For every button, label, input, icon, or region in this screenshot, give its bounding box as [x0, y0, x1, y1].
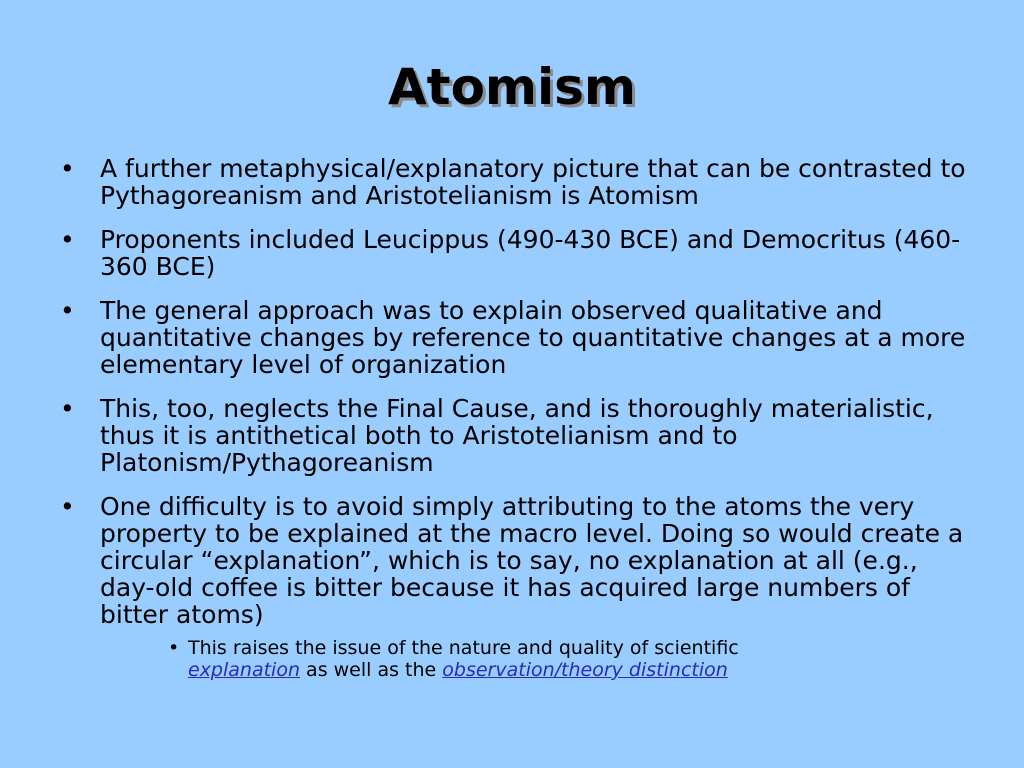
bullet-text: One difficulty is to avoid simply attributing to the atoms the very property to be explained at the macro level. Doing so would create a circular “explanation”, which is to say, no explanation at all (e.g., day-old coffee is bitter because it has acquired large numbers of bitter atoms) — [100, 492, 964, 629]
bullet-item — [60, 493, 980, 628]
sub-bullet-item — [60, 637, 980, 681]
bullet-item — [60, 226, 980, 280]
sub-bullet-text: as well as the — [306, 659, 437, 681]
explanation-link[interactable]: explanation — [188, 659, 300, 681]
bullet-dot: • — [60, 225, 75, 254]
bullet-text: The general approach was to explain observed qualitative and quantitative changes by reference to quantitative changes at a more elementary level of organization — [100, 296, 966, 379]
bullet-dot: • — [60, 492, 75, 521]
bullet-item — [60, 395, 980, 476]
bullet-item — [60, 297, 980, 378]
bullet-dot: • — [60, 394, 75, 423]
bullet-list — [60, 155, 980, 681]
bullet-item — [60, 155, 980, 209]
sub-bullet-text: This raises the issue of the nature and quality of scientific — [188, 637, 739, 659]
sub-bullet-dot: • — [168, 637, 180, 659]
bullet-text: Proponents included Leucippus (490-430 BCE) and Democritus (460-360 BCE) — [100, 225, 961, 281]
bullet-dot: • — [60, 154, 75, 183]
bullet-dot: • — [60, 296, 75, 325]
slide-title: Atomism — [387, 58, 637, 116]
bullet-text: A further metaphysical/explanatory picture that can be contrasted to Pythagoreanism and Aristotelianism is Atomism — [100, 154, 966, 210]
bullet-text: This, too, neglects the Final Cause, and is thoroughly materialistic, thus it is antithetical both to Aristotelianism and to Platonism/Pythagoreanism — [100, 394, 934, 477]
observation-theory-link[interactable]: observation/theory distinction — [442, 659, 728, 681]
